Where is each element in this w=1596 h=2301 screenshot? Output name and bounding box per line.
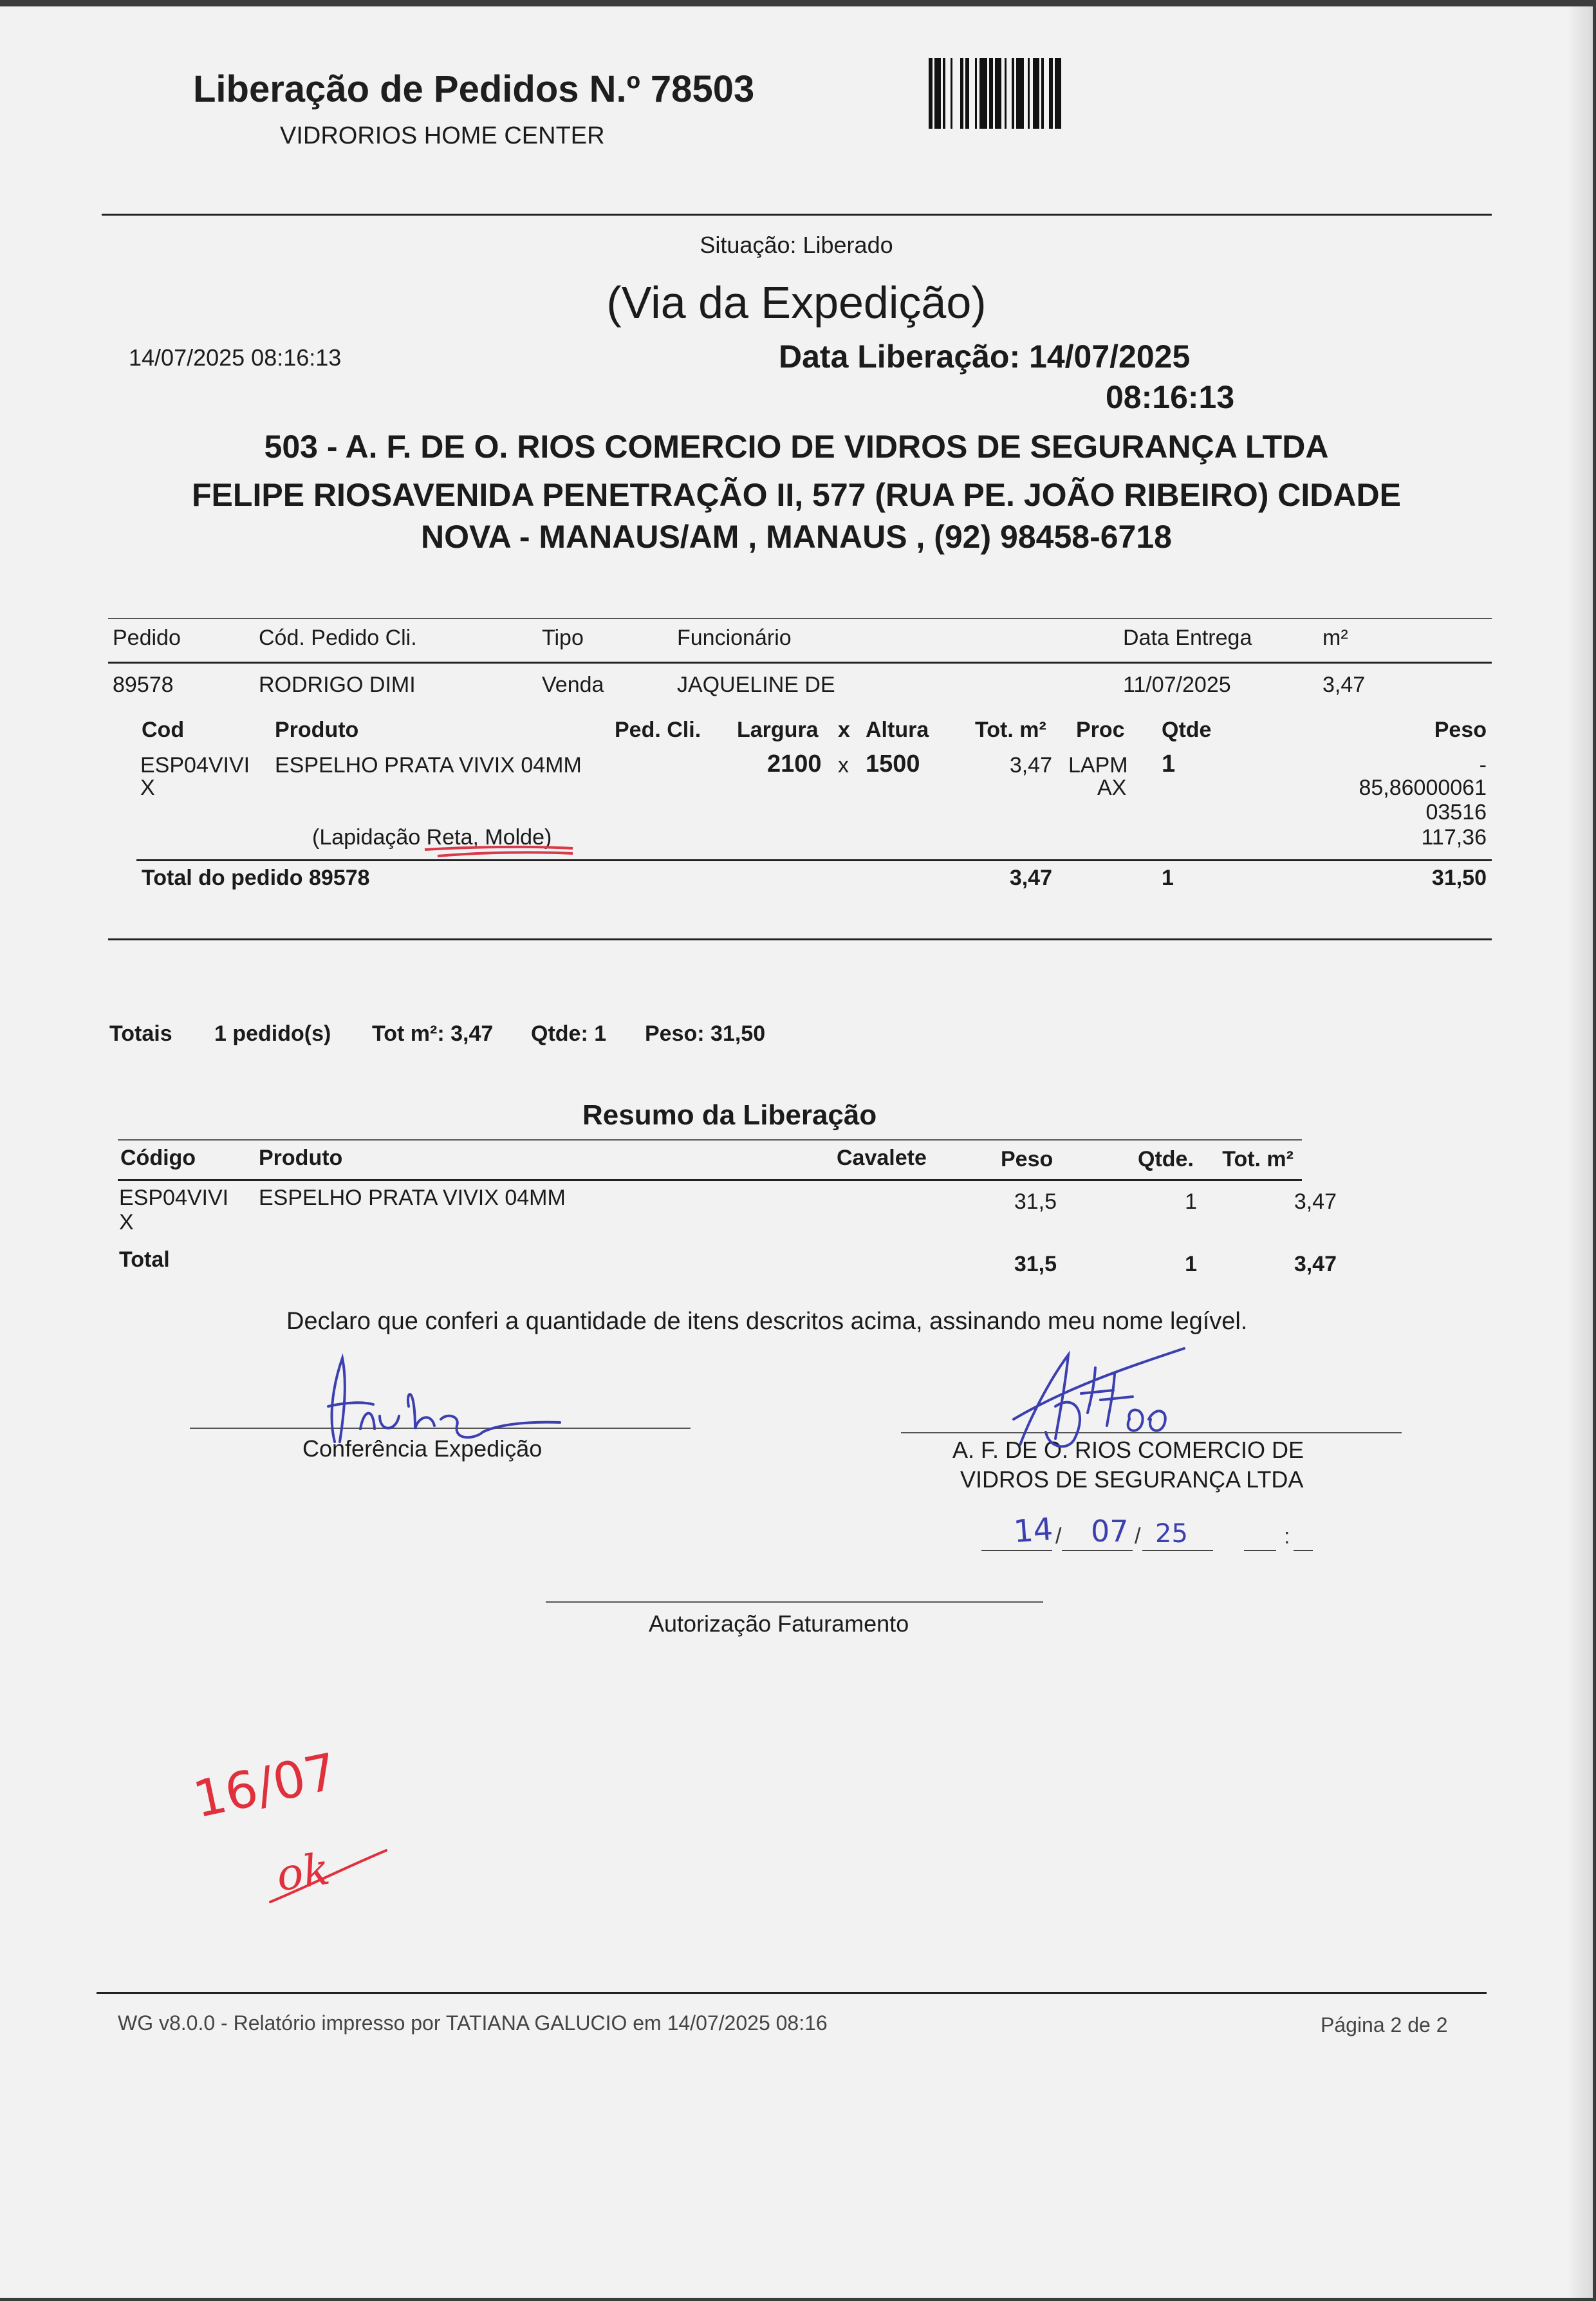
barcode-bar <box>1016 58 1024 129</box>
resumo-tot-m2: 3,47 <box>1294 1189 1337 1214</box>
company-address-line1: FELIPE RIOSAVENIDA PENETRAÇÃO II, 577 (RUA PE. JOÃO RIBEIRO) CIDADE <box>192 477 1401 513</box>
header-tipo: Tipo <box>542 626 584 650</box>
items-header-qtde: Qtde <box>1162 718 1212 742</box>
order-funcionario: JAQUELINE DE <box>677 673 835 697</box>
date-blank-month <box>1062 1550 1133 1551</box>
item-x: x <box>838 753 849 778</box>
item-produto: ESPELHO PRATA VIVIX 04MM <box>275 753 582 778</box>
barcode-bar <box>952 58 960 129</box>
items-total-peso: 31,50 <box>1431 866 1487 890</box>
red-note-ok: ok <box>273 1843 333 1902</box>
items-header-proc: Proc <box>1076 718 1125 742</box>
order-block-bottom-rule <box>108 938 1492 940</box>
time-blank-minute <box>1294 1550 1313 1551</box>
resumo-header-qtde: Qtde. <box>1138 1147 1194 1171</box>
header-m2: m² <box>1322 626 1348 650</box>
resumo-total-qtde: 1 <box>1185 1252 1197 1276</box>
header-cod-pedido-cli: Cód. Pedido Cli. <box>259 626 417 650</box>
red-note-stroke <box>264 1841 393 1912</box>
resumo-codigo-line1: ESP04VIVI <box>119 1186 229 1210</box>
resumo-total-label: Total <box>119 1247 170 1272</box>
barcode <box>929 58 1170 129</box>
document-title: Liberação de Pedidos N.º 78503 <box>193 68 755 110</box>
barcode-bar <box>945 58 951 129</box>
handwritten-month: 07 <box>1091 1514 1129 1549</box>
resumo-peso: 31,5 <box>1014 1189 1057 1214</box>
data-liberacao-time: 08:16:13 <box>1106 379 1235 415</box>
header-data-entrega: Data Entrega <box>1123 626 1252 650</box>
barcode-bar <box>1055 58 1061 129</box>
barcode-bar <box>934 58 941 129</box>
page-edge-shadow <box>1567 6 1593 2298</box>
company-address-line2: NOVA - MANAUS/AM , MANAUS , (92) 98458-6718 <box>421 519 1172 555</box>
item-proc-line1: LAPM <box>1068 753 1128 778</box>
resumo-header-produto: Produto <box>259 1146 343 1170</box>
document-sheet <box>0 6 1593 2298</box>
resumo-header-rule <box>118 1179 1302 1181</box>
totals-qtde: Qtde: 1 <box>531 1021 607 1046</box>
order-table-header-rule <box>108 662 1492 664</box>
totals-peso: Peso: 31,50 <box>645 1021 766 1046</box>
date-separator-1: / <box>1055 1524 1062 1549</box>
item-largura: 2100 <box>767 750 822 778</box>
item-qtde: 1 <box>1162 750 1176 778</box>
header-pedido: Pedido <box>113 626 181 650</box>
company-name: 503 - A. F. DE O. RIOS COMERCIO DE VIDROS DE SEGURANÇA LTDA <box>264 429 1329 465</box>
totals-label: Totais <box>109 1021 172 1046</box>
printed-timestamp: 14/07/2025 08:16:13 <box>129 344 342 371</box>
items-header-tot-m2: Tot. m² <box>975 718 1046 742</box>
resumo-top-rule <box>118 1139 1302 1141</box>
items-header-peso: Peso <box>1434 718 1487 742</box>
order-tipo: Venda <box>542 673 604 697</box>
barcode-bar <box>969 58 975 129</box>
authorization-line <box>546 1601 1043 1603</box>
resumo-total-tot-m2: 3,47 <box>1294 1252 1337 1276</box>
via-label: (Via da Expedição) <box>606 277 987 328</box>
company-short-name: VIDRORIOS HOME CENTER <box>280 122 605 149</box>
items-total-label: Total do pedido 89578 <box>142 866 370 890</box>
items-header-altura: Altura <box>866 718 929 742</box>
item-peso-line4: 117,36 <box>1421 825 1487 850</box>
resumo-codigo-line2: X <box>119 1210 134 1234</box>
handwritten-red-note <box>187 1738 399 1931</box>
order-cod-pedido-cli: RODRIGO DIMI <box>259 673 416 697</box>
resumo-produto: ESPELHO PRATA VIVIX 04MM <box>259 1186 566 1210</box>
item-peso-line3: 03516 <box>1425 800 1487 824</box>
item-peso-line1: - <box>1479 753 1487 778</box>
authorization-label: Autorização Faturamento <box>649 1610 909 1637</box>
barcode-bar <box>995 58 1001 129</box>
signature-scribble-left <box>302 1345 573 1467</box>
items-total-tot-m2: 3,47 <box>1009 866 1052 890</box>
item-peso-line2: 85,86000061 <box>1359 776 1487 800</box>
situacao-status: Situação: Liberado <box>700 232 893 258</box>
barcode-bar <box>1033 58 1039 129</box>
resumo-total-peso: 31,5 <box>1014 1252 1057 1276</box>
red-note-date: 16/07 <box>189 1742 342 1830</box>
time-blank-hour <box>1244 1550 1276 1551</box>
footer-printed-by: WG v8.0.0 - Relatório impresso por TATIANA GALUCIO em 14/07/2025 08:16 <box>118 2011 828 2035</box>
item-proc-line2: AX <box>1097 776 1127 800</box>
order-table-top-rule <box>108 618 1492 619</box>
date-blank-year <box>1142 1550 1213 1551</box>
handwritten-date <box>981 1513 1316 1558</box>
items-header-largura: Largura <box>737 718 819 742</box>
resumo-qtde: 1 <box>1185 1189 1197 1214</box>
items-header-produto: Produto <box>275 718 359 742</box>
header-funcionario: Funcionário <box>677 626 792 650</box>
barcode-bar <box>1044 58 1049 129</box>
totals-pedidos: 1 pedido(s) <box>214 1021 331 1046</box>
order-data-entrega: 11/07/2025 <box>1123 673 1231 697</box>
barcode-bar <box>1007 58 1012 129</box>
handwritten-year: 25 <box>1155 1519 1188 1549</box>
resumo-header-cavalete: Cavalete <box>837 1146 927 1170</box>
resumo-title: Resumo da Liberação <box>582 1099 877 1131</box>
order-m2: 3,47 <box>1322 673 1366 697</box>
items-header-ped-cli: Ped. Cli. <box>615 718 701 742</box>
items-header-cod: Cod <box>142 718 185 742</box>
date-separator-2: / <box>1135 1524 1141 1549</box>
items-total-rule <box>136 859 1492 861</box>
totals-tot-m2: Tot m²: 3,47 <box>372 1021 494 1046</box>
items-total-qtde: 1 <box>1162 866 1174 890</box>
resumo-header-peso: Peso <box>1001 1147 1053 1171</box>
item-altura: 1500 <box>866 750 920 778</box>
order-pedido: 89578 <box>113 673 174 697</box>
item-cod-line2: X <box>140 776 155 800</box>
time-separator: : <box>1284 1524 1290 1549</box>
item-cod-line1: ESP04VIVI <box>140 753 250 778</box>
signature-label-right-line2: VIDROS DE SEGURANÇA LTDA <box>960 1466 1304 1493</box>
resumo-header-tot-m2: Tot. m² <box>1222 1147 1294 1171</box>
data-liberacao: Data Liberação: 14/07/2025 <box>779 339 1191 375</box>
signature-scribble-right <box>1010 1342 1203 1464</box>
item-note: (Lapidação Reta, Molde) <box>312 825 552 850</box>
footer-page-number: Página 2 de 2 <box>1321 2013 1448 2036</box>
declaration-text: Declaro que conferi a quantidade de itens descritos acima, assinando meu nome legível. <box>286 1308 1248 1335</box>
signature-label-left: Conferência Expedição <box>302 1435 543 1462</box>
date-blank-day <box>981 1550 1052 1551</box>
signature-label-right-line1: A. F. DE O. RIOS COMERCIO DE <box>952 1437 1304 1463</box>
handwritten-day: 14 <box>1012 1511 1054 1551</box>
item-tot-m2: 3,47 <box>1009 753 1052 778</box>
resumo-header-codigo: Código <box>120 1146 196 1170</box>
header-divider <box>102 214 1492 216</box>
items-header-x: x <box>838 718 850 742</box>
footer-rule <box>97 1992 1487 1994</box>
barcode-bar <box>979 58 987 129</box>
